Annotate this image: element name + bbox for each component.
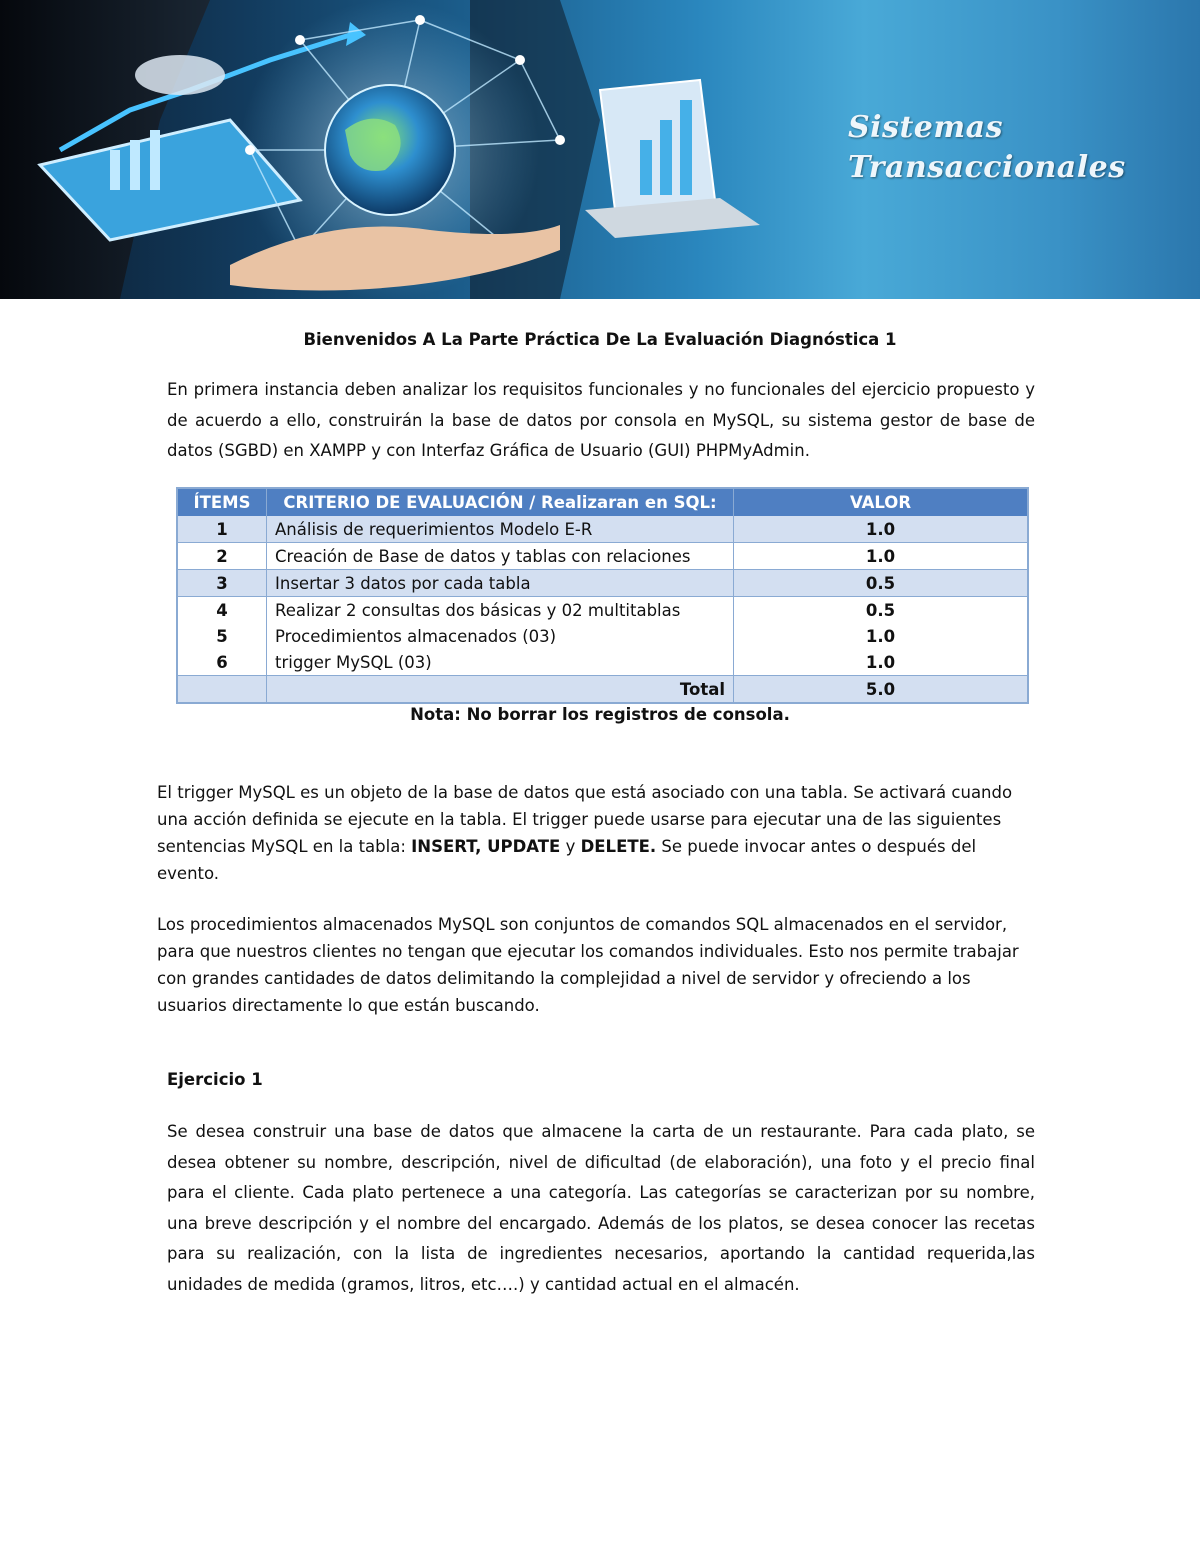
table-row [177, 516, 1028, 543]
evaluation-table [176, 487, 1029, 704]
row-valor: 1.0 [865, 652, 896, 672]
trigger-text-part1: El trigger MySQL es un objeto de la base de datos que está asociado con una tabla. Se activará cuando una acción definida se ejecute en la tabla. El trigger puede usarse para ejecutar una de las siguientes sentencias MySQL en la tabla: [157, 783, 1013, 856]
total-label: Total [267, 676, 734, 704]
row-item: 4 [177, 597, 267, 624]
row-valor: 0.5 [734, 597, 1029, 624]
row-criterio: Realizar 2 consultas dos básicas y 02 multitablas [267, 597, 734, 624]
note-text: Nota: No borrar los registros de consola. [410, 705, 790, 724]
trigger-text-part3: Se puede invocar antes o después del evento. [157, 837, 977, 883]
row-criterio: Insertar 3 datos por cada tabla [267, 570, 734, 597]
banner-title-line2: Transaccionales [848, 150, 1126, 185]
exercise-title: Ejercicio 1 [167, 1070, 263, 1089]
row-valor: 1.0 [865, 626, 896, 646]
total-spacer [177, 676, 267, 704]
total-value: 5.0 [734, 676, 1029, 704]
table-row [177, 597, 1028, 624]
trigger-keyword-insert-update: INSERT, UPDATE [411, 837, 561, 856]
row-item: 1 [177, 516, 267, 543]
header-banner [0, 0, 1200, 299]
row-item: 2 [177, 543, 267, 570]
row-item: 3 [177, 570, 267, 597]
table-total-row [177, 676, 1028, 704]
row-criterio: Procedimientos almacenados (03) [267, 623, 734, 649]
row-criterio: Análisis de requerimientos Modelo E-R [267, 516, 734, 543]
row-criterio: Creación de Base de datos y tablas con relaciones [267, 543, 734, 570]
table-header-row [177, 488, 1028, 516]
table-row [177, 649, 1028, 676]
row-criterio: trigger MySQL (03) [267, 649, 734, 676]
header-valor: VALOR [734, 488, 1029, 516]
header-criterio: CRITERIO DE EVALUACIÓN / Realizaran en SQL: [267, 488, 734, 516]
row-valor: 0.5 [734, 570, 1029, 597]
banner-title [848, 108, 1126, 188]
banner-title-line1: Sistemas [848, 110, 1003, 145]
trigger-paragraph [157, 779, 1027, 887]
intro-paragraph: En primera instancia deben analizar los requisitos funcionales y no funcionales del ejercicio propuesto y de acuerdo a ello, construirán la base de datos por consola en MySQL, su sistema gestor de base de datos (SGBD) en XAMPP y con Interfaz Gráfica de Usuario (GUI) PHPMyAdmin. [167, 380, 1035, 460]
header-items: ÍTEMS [177, 488, 267, 516]
procedures-paragraph: Los procedimientos almacenados MySQL son conjuntos de comandos SQL almacenados en el servidor, para que nuestros clientes no tengan que ejecutar los comandos individuales. Esto nos permite trabajar con grandes cantidades de datos delimitando la complejidad a nivel de servidor y ofreciendo a los usuarios directamente lo que están buscando. [157, 915, 1019, 1015]
exercise-paragraph: Se desea construir una base de datos que almacene la carta de un restaurante. Para cada plato, se desea obtener su nombre, descripción, nivel de dificultad (de elaboración), una foto y el precio final para el cliente. Cada plato pertenece a una categoría. Las categorías se caracterizan por su nombre, una breve descripción y el nombre del encargado. Además de los platos, se desea conocer las recetas para su realización, con la lista de ingredientes necesarios, aportando la cantidad requerida,las unidades de medida (gramos, litros, etc….) y cantidad actual en el almacén. [167, 1122, 1035, 1294]
trigger-keyword-delete: DELETE. [580, 837, 657, 856]
page-title: Bienvenidos A La Parte Práctica De La Evaluación Diagnóstica 1 [303, 330, 897, 349]
table-row [177, 623, 1028, 649]
table-row [177, 570, 1028, 597]
row-item: 5 [177, 623, 267, 649]
row-valor: 1.0 [734, 543, 1029, 570]
row-item: 6 [177, 649, 267, 676]
table-row [177, 543, 1028, 570]
trigger-text-part2: y [560, 837, 581, 856]
row-valor: 1.0 [734, 516, 1029, 543]
